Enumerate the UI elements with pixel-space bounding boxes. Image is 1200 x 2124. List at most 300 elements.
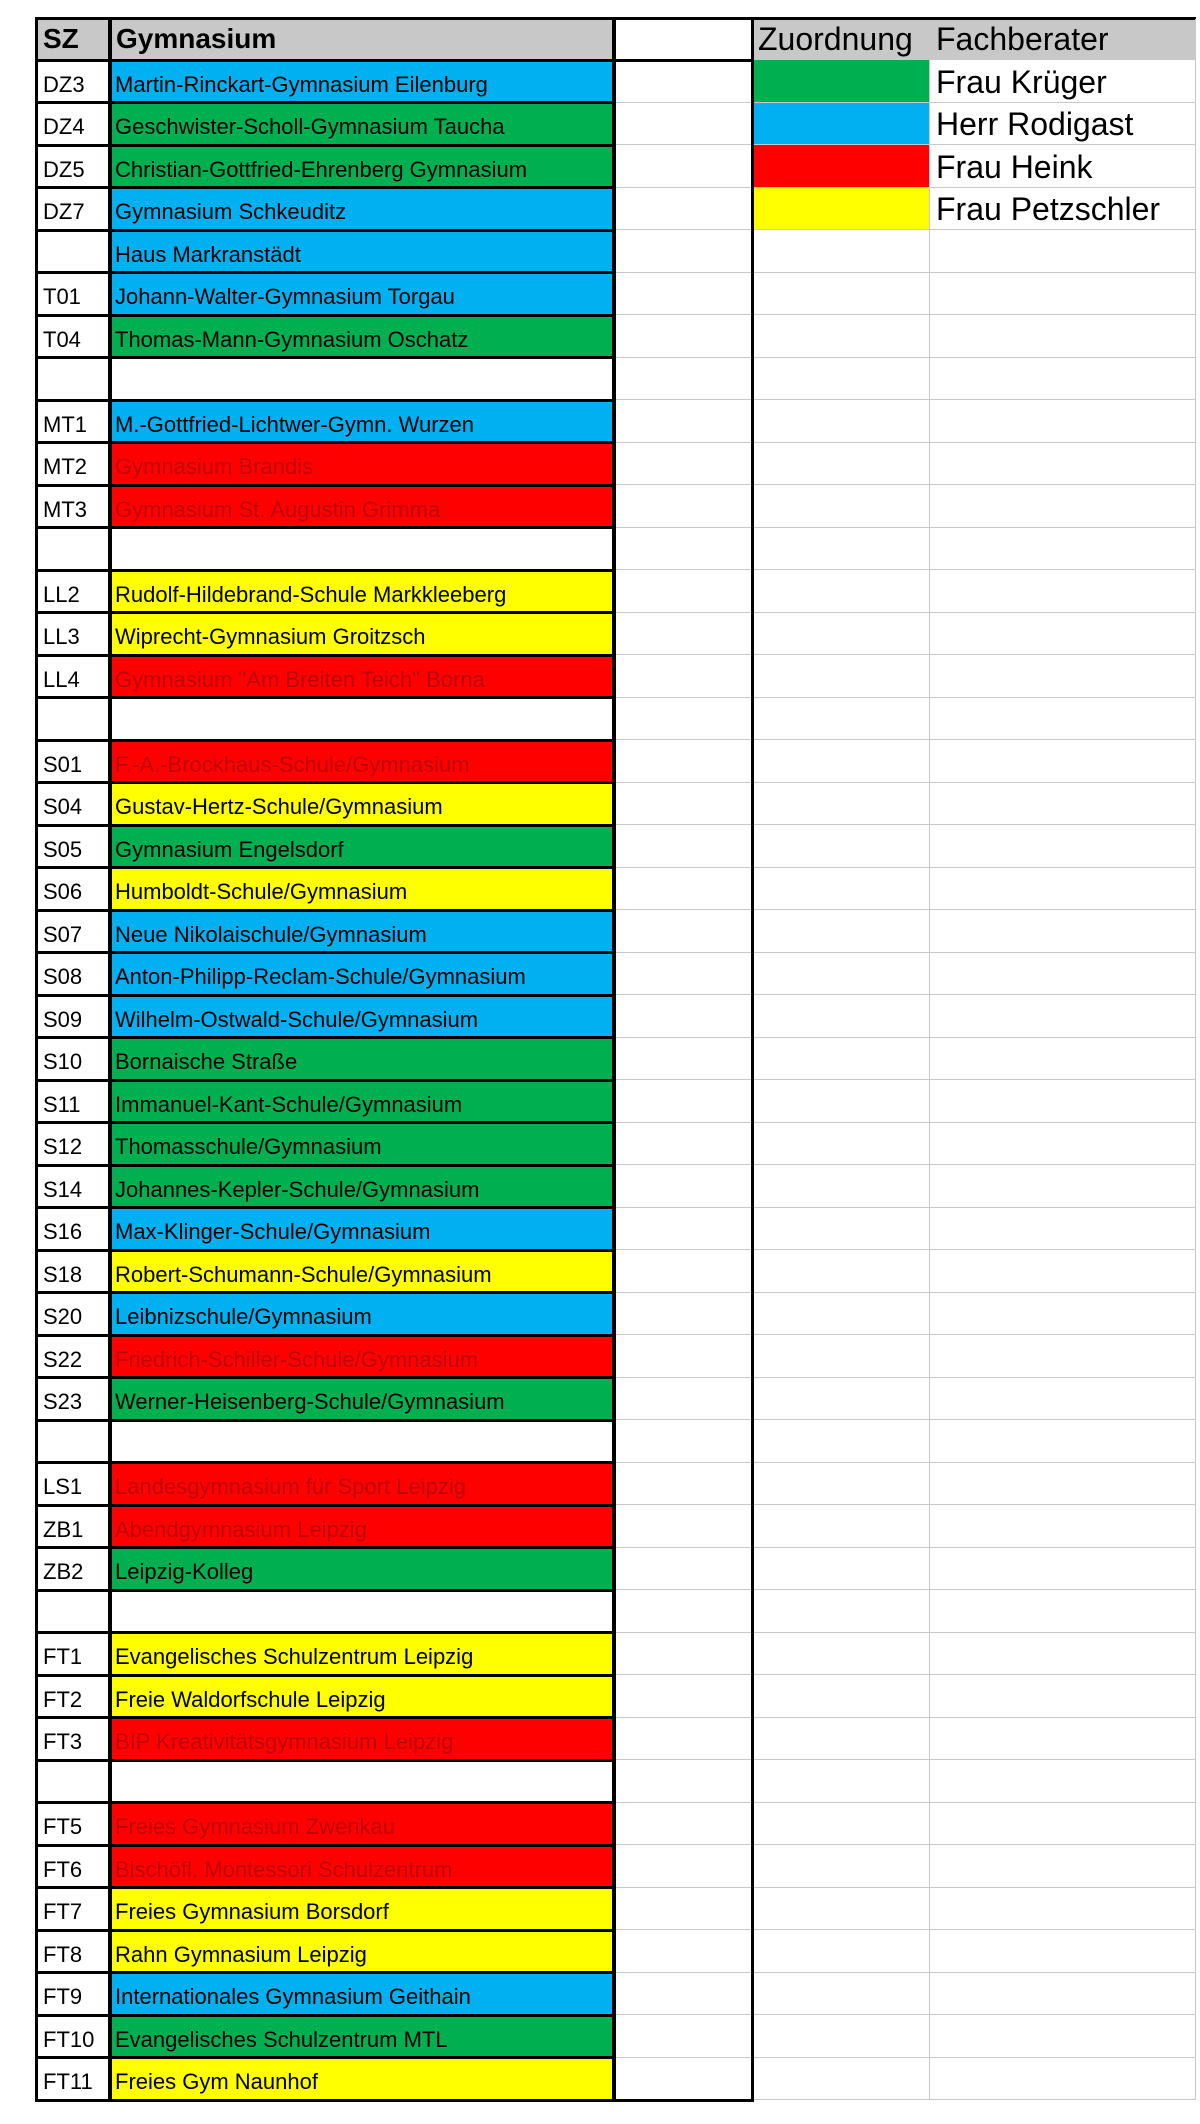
school-code: T04 <box>43 326 81 352</box>
school-name-cell[interactable] <box>110 358 614 401</box>
assignment-cell[interactable] <box>752 1718 930 1761</box>
assignment-cell[interactable] <box>752 230 930 273</box>
school-name-cell[interactable] <box>110 1548 614 1591</box>
code-cell[interactable] <box>37 868 110 911</box>
code-cell[interactable] <box>37 1760 110 1803</box>
school-name-cell[interactable] <box>110 103 614 146</box>
empty-cell[interactable] <box>614 698 752 741</box>
assignment-cell[interactable] <box>752 1038 930 1081</box>
school-name: Gymnasium Engelsdorf <box>115 836 344 862</box>
school-name-cell[interactable] <box>110 868 614 911</box>
assignment-cell[interactable] <box>752 358 930 401</box>
empty-cell[interactable] <box>614 613 752 656</box>
advisor-cell[interactable] <box>930 1335 1196 1378</box>
advisor-cell[interactable] <box>930 910 1196 953</box>
school-name-cell[interactable] <box>110 1633 614 1676</box>
school-code: S08 <box>43 964 83 989</box>
code-cell[interactable] <box>37 1335 110 1378</box>
school-code: FT11 <box>43 2069 93 2094</box>
code-cell[interactable] <box>37 315 110 358</box>
code-cell[interactable] <box>37 273 110 316</box>
school-name-cell[interactable] <box>110 953 614 996</box>
school-name-cell[interactable] <box>110 60 614 103</box>
code-cell[interactable] <box>37 995 110 1038</box>
school-code: ZB1 <box>43 1516 84 1542</box>
empty-cell[interactable] <box>614 825 752 868</box>
advisor-cell[interactable] <box>930 1123 1196 1166</box>
advisor-cell[interactable] <box>930 570 1196 613</box>
school-name-cell[interactable] <box>110 1250 614 1293</box>
assignment-cell[interactable] <box>752 273 930 316</box>
empty-cell[interactable] <box>614 953 752 996</box>
empty-cell[interactable] <box>614 1378 752 1421</box>
school-name: Bischöfl. Montessori Schulzentrum <box>115 1856 453 1882</box>
school-code: T01 <box>43 284 81 309</box>
school-code: FT9 <box>43 1984 83 2009</box>
code-cell[interactable] <box>37 1420 110 1463</box>
header-name-cell[interactable] <box>110 19 614 60</box>
advisor-cell[interactable] <box>930 1548 1196 1591</box>
school-name-cell[interactable] <box>110 1165 614 1208</box>
empty-cell[interactable] <box>614 1335 752 1378</box>
assignment-cell[interactable] <box>752 1845 930 1888</box>
assignment-cell[interactable] <box>752 1505 930 1548</box>
code-cell[interactable] <box>37 1038 110 1081</box>
advisor-cell[interactable] <box>930 273 1196 316</box>
school-code: S22 <box>43 1346 83 1372</box>
empty-cell[interactable] <box>614 570 752 613</box>
assignment-cell[interactable] <box>752 1123 930 1166</box>
empty-cell[interactable] <box>614 1165 752 1208</box>
school-name-cell[interactable] <box>110 400 614 443</box>
legend-title-fachberater[interactable] <box>930 19 1196 60</box>
advisor-cell[interactable] <box>930 953 1196 996</box>
school-name-cell[interactable] <box>110 230 614 273</box>
empty-cell[interactable] <box>614 1038 752 1081</box>
assignment-cell[interactable] <box>752 1420 930 1463</box>
school-code: MT2 <box>43 454 87 479</box>
empty-cell[interactable] <box>614 1803 752 1846</box>
school-name-cell[interactable] <box>110 1590 614 1633</box>
assignment-cell[interactable] <box>752 613 930 656</box>
school-name-cell[interactable] <box>110 528 614 571</box>
school-name: Neue Nikolaischule/Gymnasium <box>115 921 427 947</box>
assignment-cell[interactable] <box>752 528 930 571</box>
code-cell[interactable] <box>37 2015 110 2058</box>
school-name-cell[interactable] <box>110 315 614 358</box>
empty-cell[interactable] <box>614 1505 752 1548</box>
empty-cell[interactable] <box>614 1548 752 1591</box>
school-name: Freies Gym Naunhof <box>115 2069 318 2094</box>
assignment-cell[interactable] <box>752 995 930 1038</box>
advisor-cell[interactable] <box>930 1718 1196 1761</box>
school-name-cell[interactable] <box>110 1505 614 1548</box>
legend-title-left: Zuordnung <box>758 21 913 57</box>
header-empty-cell[interactable] <box>614 19 752 60</box>
code-cell[interactable] <box>37 528 110 571</box>
empty-cell[interactable] <box>614 1930 752 1973</box>
code-cell[interactable] <box>37 1548 110 1591</box>
school-name-cell[interactable] <box>110 825 614 868</box>
assignment-cell[interactable] <box>752 1803 930 1846</box>
empty-cell[interactable] <box>614 2015 752 2058</box>
school-name-cell[interactable] <box>110 570 614 613</box>
empty-cell[interactable] <box>614 230 752 273</box>
empty-cell[interactable] <box>614 740 752 783</box>
school-name: Johann-Walter-Gymnasium Torgau <box>115 284 455 309</box>
advisor-cell[interactable] <box>930 2058 1196 2101</box>
advisor-cell[interactable] <box>930 1590 1196 1633</box>
advisor-cell[interactable] <box>930 1845 1196 1888</box>
assignment-cell[interactable] <box>752 740 930 783</box>
school-name-cell[interactable] <box>110 995 614 1038</box>
empty-cell[interactable] <box>614 1718 752 1761</box>
code-cell[interactable] <box>37 570 110 613</box>
code-cell[interactable] <box>37 783 110 826</box>
school-name-cell[interactable] <box>110 1675 614 1718</box>
school-code: FT5 <box>43 1814 83 1839</box>
code-cell[interactable] <box>37 1378 110 1421</box>
assignment-cell[interactable] <box>752 1293 930 1336</box>
school-name-cell[interactable] <box>110 1760 614 1803</box>
school-name: Gymnasium St. Augustin Grimma <box>115 496 441 522</box>
assignment-cell[interactable] <box>752 953 930 996</box>
advisor-cell[interactable] <box>930 825 1196 868</box>
school-name-cell[interactable] <box>110 613 614 656</box>
assignment-cell[interactable] <box>752 1463 930 1506</box>
school-name: Geschwister-Scholl-Gymnasium Taucha <box>115 114 505 139</box>
school-name-cell[interactable] <box>110 485 614 528</box>
code-cell[interactable] <box>37 1505 110 1548</box>
school-name-cell[interactable] <box>110 1803 614 1846</box>
code-cell[interactable] <box>37 1803 110 1846</box>
assignment-cell[interactable] <box>752 1760 930 1803</box>
assignment-cell[interactable] <box>752 485 930 528</box>
advisor-cell[interactable] <box>930 358 1196 401</box>
advisor-cell[interactable] <box>930 1165 1196 1208</box>
empty-cell[interactable] <box>614 910 752 953</box>
empty-cell[interactable] <box>614 1888 752 1931</box>
legend-color-swatch <box>752 60 930 103</box>
assignment-cell[interactable] <box>752 1080 930 1123</box>
empty-cell[interactable] <box>614 2058 752 2101</box>
code-cell[interactable] <box>37 1293 110 1336</box>
school-name-cell[interactable] <box>110 1293 614 1336</box>
school-name-cell[interactable] <box>110 1208 614 1251</box>
advisor-cell[interactable] <box>930 1675 1196 1718</box>
school-name: M.-Gottfried-Lichtwer-Gymn. Wurzen <box>115 411 475 437</box>
code-cell[interactable] <box>37 1718 110 1761</box>
code-cell[interactable] <box>37 1080 110 1123</box>
assignment-cell[interactable] <box>752 783 930 826</box>
code-cell[interactable] <box>37 1845 110 1888</box>
code-cell[interactable] <box>37 2058 110 2101</box>
school-code: FT3 <box>43 1729 83 1754</box>
assignment-cell[interactable] <box>752 1548 930 1591</box>
code-cell[interactable] <box>37 103 110 146</box>
school-code: S09 <box>43 1006 83 1032</box>
school-name: Rahn Gymnasium Leipzig <box>115 1941 367 1967</box>
advisor-cell[interactable] <box>930 1378 1196 1421</box>
code-cell[interactable] <box>37 188 110 231</box>
assignment-cell[interactable] <box>752 1165 930 1208</box>
advisor-cell[interactable] <box>930 995 1196 1038</box>
legend-advisor-name <box>930 145 1196 188</box>
empty-cell[interactable] <box>614 1123 752 1166</box>
empty-cell[interactable] <box>614 145 752 188</box>
code-cell[interactable] <box>37 230 110 273</box>
school-code: S10 <box>43 1049 83 1074</box>
school-code: S07 <box>43 921 83 947</box>
empty-cell[interactable] <box>614 995 752 1038</box>
school-name: Christian-Gottfried-Ehrenberg Gymnasium <box>115 156 528 182</box>
code-cell[interactable] <box>37 443 110 486</box>
code-cell[interactable] <box>37 698 110 741</box>
advisor-cell[interactable] <box>930 1293 1196 1336</box>
school-code: S23 <box>43 1389 83 1414</box>
empty-cell[interactable] <box>614 1633 752 1676</box>
school-name: F.-A.-Brockhaus-Schule/Gymnasium <box>115 751 470 777</box>
advisor-cell[interactable] <box>930 485 1196 528</box>
assignment-cell[interactable] <box>752 1208 930 1251</box>
assignment-cell[interactable] <box>752 1888 930 1931</box>
empty-cell[interactable] <box>614 188 752 231</box>
school-name-cell[interactable] <box>110 1420 614 1463</box>
empty-cell[interactable] <box>614 868 752 911</box>
code-cell[interactable] <box>37 358 110 401</box>
code-cell[interactable] <box>37 1208 110 1251</box>
school-code: S14 <box>43 1176 83 1202</box>
school-name: Gymnasium Schkeuditz <box>115 199 347 224</box>
assignment-cell[interactable] <box>752 1378 930 1421</box>
header-name-label: Gymnasium <box>116 23 277 54</box>
code-cell[interactable] <box>37 1250 110 1293</box>
school-code: S12 <box>43 1134 83 1159</box>
code-cell[interactable] <box>37 1973 110 2016</box>
school-name-cell[interactable] <box>110 1038 614 1081</box>
advisor-cell[interactable] <box>930 528 1196 571</box>
advisor-cell[interactable] <box>930 868 1196 911</box>
legend-title-zuordnung[interactable] <box>752 19 930 60</box>
advisor-cell[interactable] <box>930 1080 1196 1123</box>
advisor-cell[interactable] <box>930 1038 1196 1081</box>
legend-title-right: Fachberater <box>936 21 1109 57</box>
empty-cell[interactable] <box>614 1080 752 1123</box>
school-name-cell[interactable] <box>110 1973 614 2016</box>
legend-color-swatch <box>752 145 930 188</box>
school-name: Abendgymnasium Leipzig <box>115 1516 367 1542</box>
school-name-cell[interactable] <box>110 1123 614 1166</box>
school-code: FT10 <box>43 2026 95 2052</box>
empty-cell[interactable] <box>614 1208 752 1251</box>
code-cell[interactable] <box>37 740 110 783</box>
assignment-cell[interactable] <box>752 400 930 443</box>
school-name-cell[interactable] <box>110 273 614 316</box>
empty-cell[interactable] <box>614 358 752 401</box>
school-name: Wiprecht-Gymnasium Groitzsch <box>115 624 426 649</box>
code-cell[interactable] <box>37 485 110 528</box>
advisor-cell[interactable] <box>930 400 1196 443</box>
school-name: Bornaische Straße <box>115 1049 298 1074</box>
legend-advisor-label: Frau Krüger <box>936 63 1107 100</box>
assignment-cell[interactable] <box>752 570 930 613</box>
code-cell[interactable] <box>37 910 110 953</box>
school-name-cell[interactable] <box>110 2058 614 2101</box>
code-cell[interactable] <box>37 655 110 698</box>
school-name: Martin-Rinckart-Gymnasium Eilenburg <box>115 71 488 97</box>
advisor-cell[interactable] <box>930 1930 1196 1973</box>
assignment-cell[interactable] <box>752 1675 930 1718</box>
legend-advisor-label: Frau Heink <box>936 148 1093 185</box>
assignment-cell[interactable] <box>752 2058 930 2101</box>
code-cell[interactable] <box>37 1930 110 1973</box>
advisor-cell[interactable] <box>930 783 1196 826</box>
advisor-cell[interactable] <box>930 1250 1196 1293</box>
advisor-cell[interactable] <box>930 1973 1196 2016</box>
school-code: DZ3 <box>43 71 85 97</box>
code-cell[interactable] <box>37 1123 110 1166</box>
assignment-cell[interactable] <box>752 910 930 953</box>
school-code: S01 <box>43 751 83 777</box>
school-name-cell[interactable] <box>110 1930 614 1973</box>
school-name-cell[interactable] <box>110 1718 614 1761</box>
advisor-cell[interactable] <box>930 1505 1196 1548</box>
advisor-cell[interactable] <box>930 1888 1196 1931</box>
empty-cell[interactable] <box>614 1463 752 1506</box>
school-name: Evangelisches Schulzentrum Leipzig <box>115 1644 474 1669</box>
code-cell[interactable] <box>37 1165 110 1208</box>
school-name-cell[interactable] <box>110 1335 614 1378</box>
school-name-cell[interactable] <box>110 655 614 698</box>
code-cell[interactable] <box>37 60 110 103</box>
advisor-cell[interactable] <box>930 1420 1196 1463</box>
empty-cell[interactable] <box>614 485 752 528</box>
assignment-cell[interactable] <box>752 315 930 358</box>
code-cell[interactable] <box>37 145 110 188</box>
school-name-cell[interactable] <box>110 1845 614 1888</box>
school-name-cell[interactable] <box>110 698 614 741</box>
advisor-cell[interactable] <box>930 230 1196 273</box>
assignment-cell[interactable] <box>752 443 930 486</box>
empty-cell[interactable] <box>614 60 752 103</box>
empty-cell[interactable] <box>614 103 752 146</box>
assignment-cell[interactable] <box>752 868 930 911</box>
advisor-cell[interactable] <box>930 613 1196 656</box>
school-name: Gustav-Hertz-Schule/Gymnasium <box>115 794 443 819</box>
assignment-cell[interactable] <box>752 1250 930 1293</box>
code-cell[interactable] <box>37 825 110 868</box>
school-name-cell[interactable] <box>110 1888 614 1931</box>
school-name-cell[interactable] <box>110 2015 614 2058</box>
advisor-cell[interactable] <box>930 443 1196 486</box>
school-name-cell[interactable] <box>110 740 614 783</box>
code-cell[interactable] <box>37 1633 110 1676</box>
school-code: S05 <box>43 836 83 862</box>
school-code: LS1 <box>43 1474 83 1499</box>
school-name: Immanuel-Kant-Schule/Gymnasium <box>115 1091 463 1117</box>
school-code: FT6 <box>43 1856 83 1882</box>
advisor-cell[interactable] <box>930 655 1196 698</box>
school-name: Freie Waldorfschule Leipzig <box>115 1686 386 1712</box>
advisor-cell[interactable] <box>930 2015 1196 2058</box>
assignment-cell[interactable] <box>752 1973 930 2016</box>
empty-cell[interactable] <box>614 528 752 571</box>
empty-cell[interactable] <box>614 443 752 486</box>
school-name-cell[interactable] <box>110 783 614 826</box>
code-cell[interactable] <box>37 1888 110 1931</box>
advisor-cell[interactable] <box>930 1633 1196 1676</box>
school-code: FT2 <box>43 1686 83 1712</box>
code-cell[interactable] <box>37 1675 110 1718</box>
header-code-cell[interactable] <box>37 19 110 60</box>
school-name-cell[interactable] <box>110 443 614 486</box>
school-code: S04 <box>43 794 83 819</box>
school-code: ZB2 <box>43 1559 84 1584</box>
empty-cell[interactable] <box>614 1250 752 1293</box>
empty-cell[interactable] <box>614 400 752 443</box>
empty-cell[interactable] <box>614 1293 752 1336</box>
assignment-cell[interactable] <box>752 825 930 868</box>
school-code: S20 <box>43 1304 83 1329</box>
code-cell[interactable] <box>37 1590 110 1633</box>
empty-cell[interactable] <box>614 273 752 316</box>
school-code: S11 <box>43 1091 81 1117</box>
empty-cell[interactable] <box>614 1760 752 1803</box>
assignment-cell[interactable] <box>752 698 930 741</box>
school-name-cell[interactable] <box>110 1378 614 1421</box>
school-name-cell[interactable] <box>110 910 614 953</box>
advisor-cell[interactable] <box>930 698 1196 741</box>
advisor-cell[interactable] <box>930 740 1196 783</box>
school-code: DZ7 <box>43 199 85 224</box>
empty-cell[interactable] <box>614 315 752 358</box>
assignment-cell[interactable] <box>752 1633 930 1676</box>
school-code: DZ4 <box>43 114 85 139</box>
school-name-cell[interactable] <box>110 1080 614 1123</box>
code-cell[interactable] <box>37 613 110 656</box>
empty-cell[interactable] <box>614 655 752 698</box>
school-name-cell[interactable] <box>110 145 614 188</box>
empty-cell[interactable] <box>614 1973 752 2016</box>
empty-cell[interactable] <box>614 1420 752 1463</box>
header-code-label: SZ <box>43 23 79 54</box>
assignment-cell[interactable] <box>752 2015 930 2058</box>
assignment-cell[interactable] <box>752 1590 930 1633</box>
assignment-cell[interactable] <box>752 1335 930 1378</box>
empty-cell[interactable] <box>614 1675 752 1718</box>
code-cell[interactable] <box>37 953 110 996</box>
assignment-cell[interactable] <box>752 1930 930 1973</box>
school-name: Evangelisches Schulzentrum MTL <box>115 2026 448 2052</box>
advisor-cell[interactable] <box>930 1208 1196 1251</box>
advisor-cell[interactable] <box>930 1463 1196 1506</box>
empty-cell[interactable] <box>614 1590 752 1633</box>
empty-cell[interactable] <box>614 1845 752 1888</box>
school-name: Internationales Gymnasium Geithain <box>115 1984 471 2009</box>
code-cell[interactable] <box>37 1463 110 1506</box>
empty-cell[interactable] <box>614 783 752 826</box>
advisor-cell[interactable] <box>930 315 1196 358</box>
school-name-cell[interactable] <box>110 1463 614 1506</box>
advisor-cell[interactable] <box>930 1803 1196 1846</box>
school-name-cell[interactable] <box>110 188 614 231</box>
advisor-cell[interactable] <box>930 1760 1196 1803</box>
assignment-cell[interactable] <box>752 655 930 698</box>
school-code: LL2 <box>43 581 80 607</box>
school-name: BIP Kreativitätsgymnasium Leipzig <box>115 1729 454 1754</box>
school-code: S16 <box>43 1219 83 1244</box>
code-cell[interactable] <box>37 400 110 443</box>
